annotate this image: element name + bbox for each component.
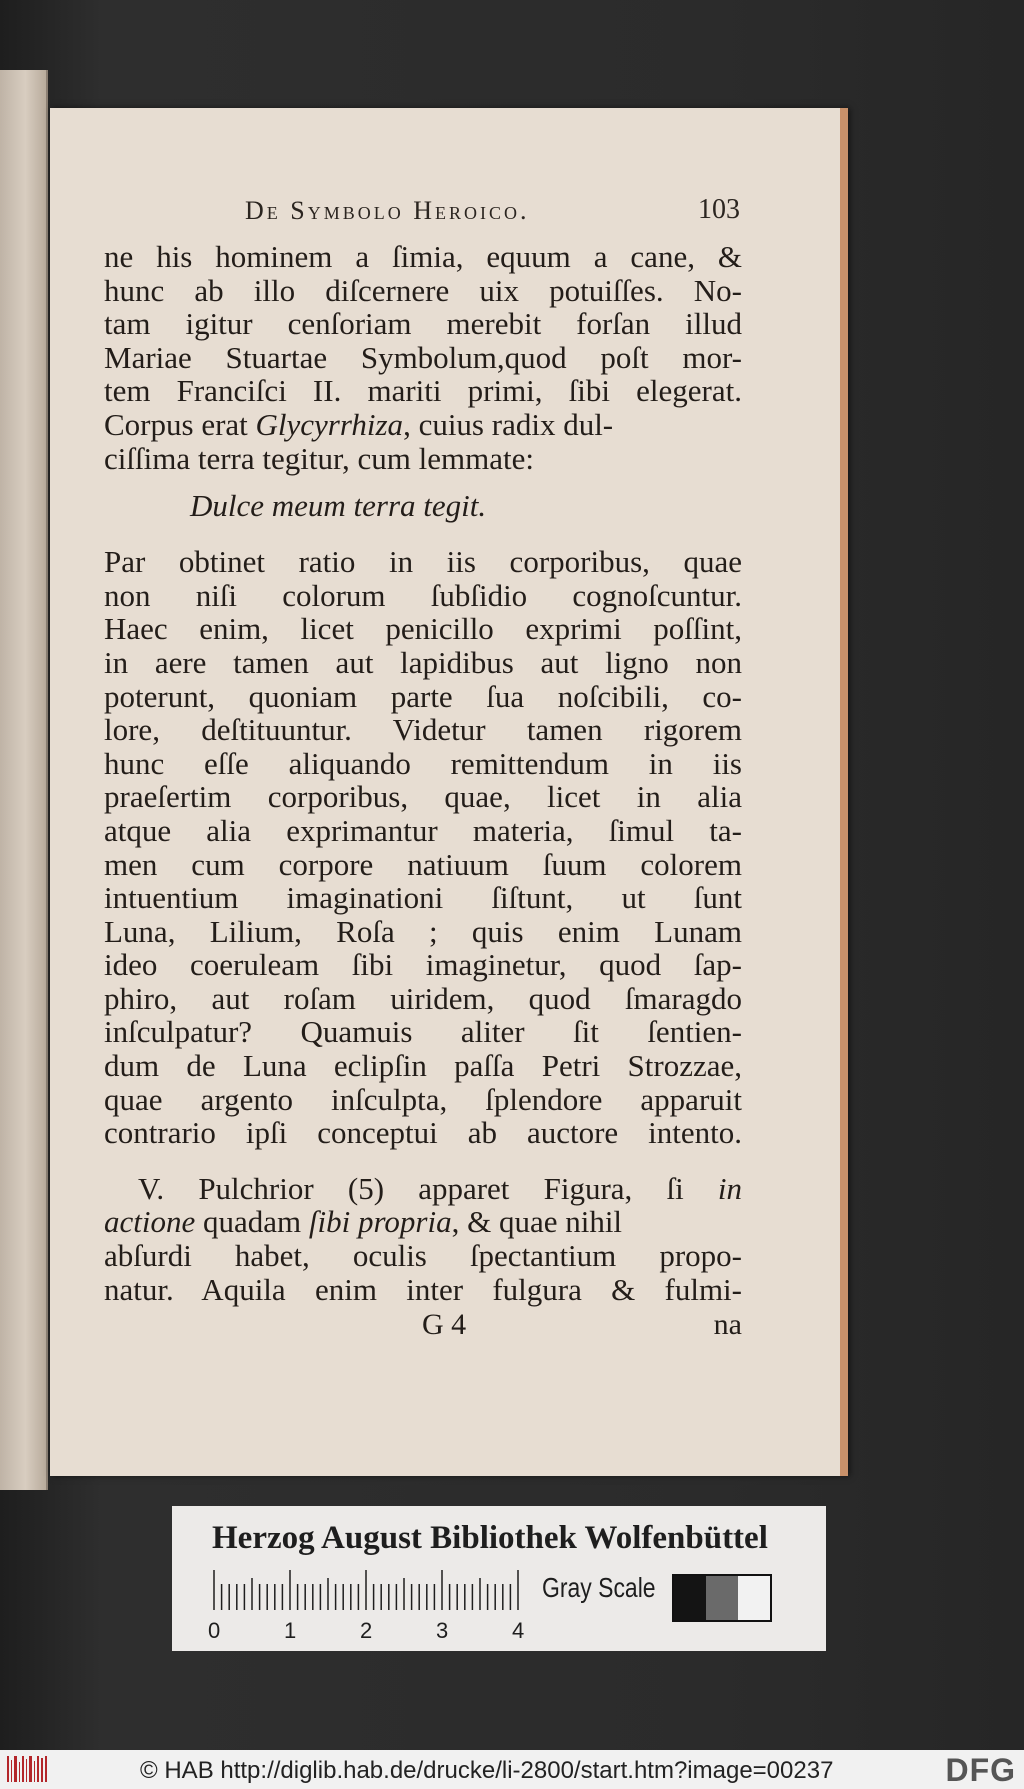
text-line: ideo coeruleam ſibi imaginetur, quod ſap- bbox=[104, 947, 742, 983]
page-number: 103 bbox=[698, 194, 740, 225]
text-line: hunc ab illo diſcernere uix potuiſſes. No- bbox=[104, 272, 742, 308]
motto: Dulce meum terra tegit. bbox=[190, 488, 487, 524]
text-line: quae argento inſculpta, ſplendore apparuit bbox=[104, 1081, 742, 1117]
text-line: tam igitur cenſoriam merebit forſan illud bbox=[104, 306, 742, 342]
text-line: tem Franciſci II. mariti primi, ſibi elegerat. bbox=[104, 373, 742, 409]
book-page bbox=[50, 108, 848, 1476]
library-name: Herzog August Bibliothek Wolfenbüttel bbox=[212, 1520, 768, 1556]
text-line: poterunt, quoniam parte ſua noſcibili, co- bbox=[104, 678, 742, 714]
ruler-number: 1 bbox=[284, 1618, 297, 1643]
swatch-gray bbox=[706, 1576, 738, 1620]
library-colorbar bbox=[172, 1506, 826, 1651]
text-line: praeſertim corporibus, quae, licet in alia bbox=[104, 779, 742, 815]
swatch-white bbox=[738, 1576, 770, 1620]
dfg-logo: DFG bbox=[945, 1752, 1016, 1788]
text-line: ciſſima terra tegitur, cum lemmate: bbox=[104, 440, 535, 476]
text-fragment: , cuius radix dul- bbox=[403, 406, 614, 442]
text-line: natur. Aquila enim inter fulgura & fulmi- bbox=[104, 1271, 742, 1307]
page-footer bbox=[104, 1308, 742, 1344]
text-line: atque alia exprimantur materia, ſimul ta- bbox=[104, 812, 742, 848]
swatch-black bbox=[674, 1576, 706, 1620]
ruler-numbers bbox=[208, 1618, 528, 1644]
source-url: © HAB http://diglib.hab.de/drucke/li-2800/start.htm?image=00237 bbox=[140, 1757, 834, 1784]
running-head bbox=[190, 190, 740, 230]
text-line: Mariae Stuartae Symbolum,quod poſt mor- bbox=[104, 339, 742, 375]
ruler-number: 0 bbox=[208, 1618, 221, 1643]
ruler-number: 3 bbox=[436, 1618, 449, 1643]
gray-scale-label: Gray Scale bbox=[542, 1572, 656, 1603]
signature-mark: G 4 bbox=[422, 1308, 467, 1341]
text-fragment: V. Pulchrior (5) apparet Figura, ſi bbox=[138, 1170, 718, 1206]
running-title: De Symbolo Heroico. bbox=[245, 196, 530, 225]
italic-fragment: in bbox=[717, 1170, 742, 1206]
text-fragment: Corpus erat bbox=[104, 406, 256, 442]
text-line: abſurdi habet, oculis ſpectantium propo- bbox=[104, 1238, 742, 1274]
text-line: Par obtinet ratio in iis corporibus, quae bbox=[104, 544, 742, 580]
footer-bar bbox=[0, 1750, 1024, 1789]
ruler-scale bbox=[212, 1570, 522, 1610]
facing-page-edge bbox=[0, 70, 48, 1490]
italic-fragment: actione bbox=[104, 1204, 196, 1240]
text-line: in aere tamen aut lapidibus aut ligno non bbox=[104, 644, 742, 680]
text-line: phiro, aut roſam uiridem, quod ſmaragdo bbox=[104, 980, 742, 1016]
text-line: dum de Luna eclipſin paſſa Petri Strozzae, bbox=[104, 1048, 742, 1084]
text-line: ne his hominem a ſimia, equum a cane, & bbox=[104, 239, 742, 274]
catchword: na bbox=[713, 1308, 742, 1341]
italic-fragment: ſibi propria bbox=[308, 1204, 452, 1240]
text-line: non niſi colorum ſubſidio cognoſcuntur. bbox=[104, 577, 742, 613]
text-line: inſculpatur? Quamuis aliter ſit ſentien- bbox=[104, 1014, 742, 1050]
text-fragment: quadam bbox=[195, 1204, 309, 1240]
text-line-glycyrrhiza bbox=[104, 408, 742, 442]
text-line bbox=[104, 1205, 742, 1239]
paragraph-gap bbox=[104, 1150, 742, 1172]
gray-swatches bbox=[672, 1574, 772, 1622]
ruler-number: 4 bbox=[512, 1618, 525, 1643]
text-line: Luna, Lilium, Roſa ; quis enim Lunam bbox=[104, 913, 742, 949]
text-line bbox=[104, 1172, 742, 1206]
text-line: men cum corpore natiuum ſuum colorem bbox=[104, 846, 742, 882]
ruler-number: 2 bbox=[360, 1618, 373, 1643]
text-line: contrario ipſi conceptui ab auctore intento. bbox=[104, 1115, 742, 1151]
barcode-icon bbox=[6, 1756, 48, 1782]
text-line: Haec enim, licet penicillo exprimi poſſint, bbox=[104, 611, 742, 647]
text-line: lore, deſtituuntur. Videtur tamen rigorem bbox=[104, 712, 742, 748]
text-line: intuentium imaginationi ſiſtunt, ut ſunt bbox=[104, 880, 742, 916]
text-line: hunc eſſe aliquando remittendum in iis bbox=[104, 745, 742, 781]
text-fragment: , & quae nihil bbox=[451, 1204, 623, 1240]
plant-name: Glycyrrhiza bbox=[255, 406, 404, 442]
body-text bbox=[104, 240, 742, 1306]
